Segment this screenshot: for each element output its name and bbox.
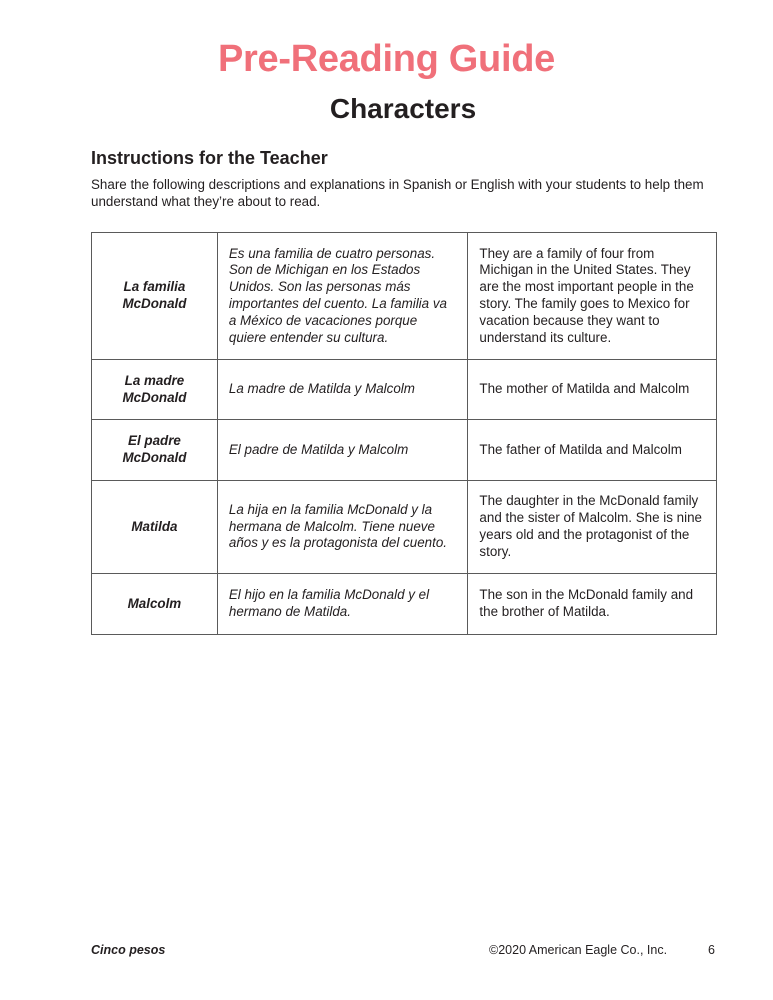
page-subtitle: Characters [329, 93, 477, 124]
character-name: Matilda [92, 481, 218, 574]
english-description: They are a family of four from Michigan in the United States. They are the most important people in the story. The family goes to Mexico for vacation because they want to understand its culture. [468, 233, 717, 360]
footer-copyright: ©2020 American Eagle Co., Inc. [489, 943, 668, 957]
character-name: El padre McDonald [92, 420, 218, 481]
spanish-description: El padre de Matilda y Malcolm [217, 420, 468, 481]
english-description: The son in the McDonald family and the brother of Matilda. [468, 574, 717, 635]
table-row [92, 233, 717, 360]
spanish-description: La madre de Matilda y Malcolm [217, 360, 468, 420]
english-description: The mother of Matilda and Malcolm [468, 360, 717, 420]
english-description: The daughter in the McDonald family and the sister of Malcolm. She is nine years old and the protagonist of the story. [468, 481, 717, 574]
spanish-description: El hijo en la familia McDonald y el hermano de Matilda. [217, 574, 468, 635]
instructions-heading: Instructions for the Teacher [91, 148, 328, 168]
english-description: The father of Matilda and Malcolm [468, 420, 717, 481]
page-number: 6 [708, 943, 715, 957]
character-name: La familia McDonald [92, 233, 218, 360]
spanish-description: Es una familia de cuatro personas. Son de Michigan en los Estados Unidos. Son las personas más importantes del cuento. La familia va a México de vacaciones porque quiere entender su cultura. [217, 233, 468, 360]
spanish-description: La hija en la familia McDonald y la hermana de Malcolm. Tiene nueve años y es la protagonista del cuento. [217, 481, 468, 574]
footer-book-title: Cinco pesos [91, 943, 166, 957]
instructions-text: Share the following descriptions and explanations in Spanish or English with your students to help them understand what they’re about to read. [91, 177, 704, 209]
character-name: La madre McDonald [92, 360, 218, 420]
page-title: Pre-Reading Guide [218, 38, 555, 80]
table-row [92, 574, 717, 635]
table-row [92, 420, 717, 481]
character-name: Malcolm [92, 574, 218, 635]
table-row [92, 481, 717, 574]
table-row [92, 360, 717, 420]
characters-table [91, 232, 717, 635]
